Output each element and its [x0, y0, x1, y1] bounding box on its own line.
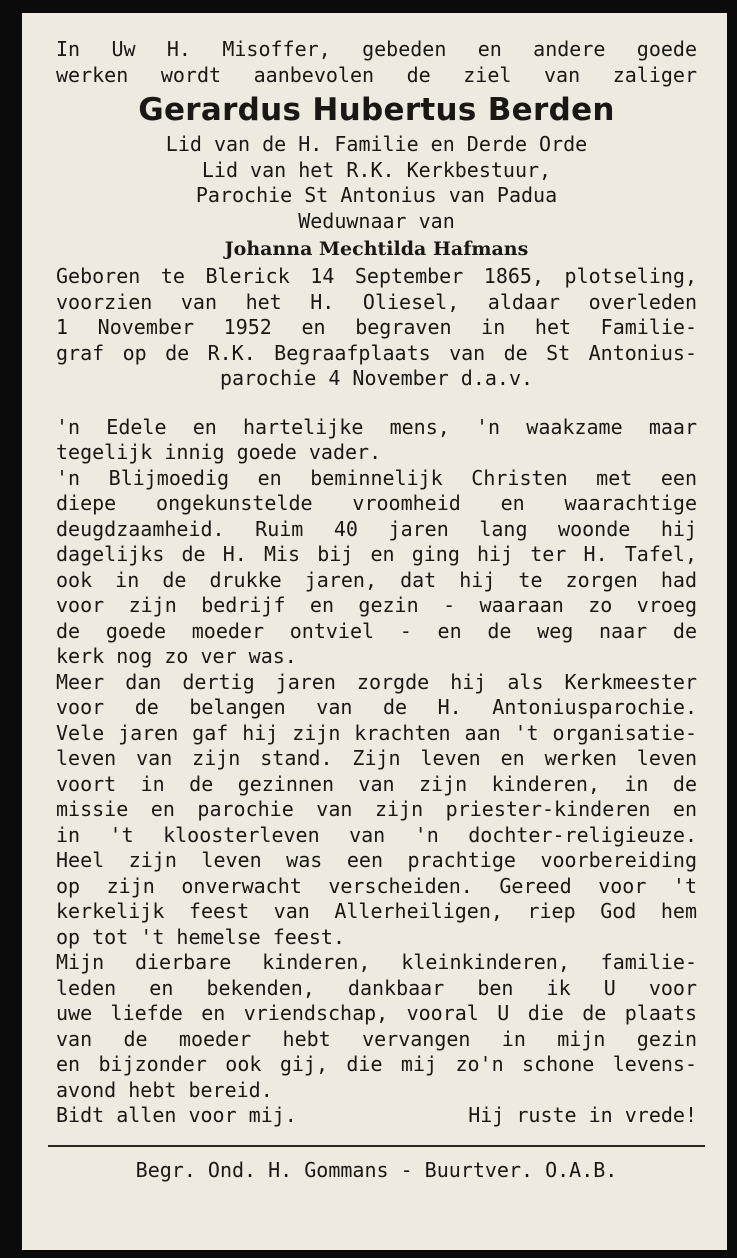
- birth-line: graf op de R.K. Begraafplaats van de St Antonius-: [56, 340, 697, 365]
- body-line: van de moeder hebt vervangen in mijn gezin: [56, 1026, 697, 1051]
- birth-line: Geboren te Blerick 14 September 1865, plotseling,: [56, 264, 697, 288]
- body-line: Vele jaren gaf hij zijn krachten aan 't organisatie-: [56, 720, 697, 745]
- body-line: kerkelijk feest van Allerheiligen, riep God hem: [56, 899, 697, 923]
- role-line: Weduwnaar van: [298, 208, 455, 233]
- spouse-name: Johanna Mechtilda Hafmans: [224, 238, 529, 260]
- closing-right: Hij ruste in vrede!: [468, 1103, 697, 1127]
- body-line: voor de belangen van de H. Antoniusparochie.: [56, 695, 697, 719]
- body-line: Meer dan dertig jaren zorgde hij als Kerkmeester: [56, 669, 697, 694]
- body-line: deugdzaamheid. Ruim 40 jaren lang woonde hij: [56, 516, 697, 541]
- roles: [56, 132, 697, 234]
- body-line: avond hebt bereid.: [56, 1077, 273, 1102]
- intro-line: werken wordt aanbevolen de ziel van zaliger: [56, 62, 697, 87]
- body-line: voort in de gezinnen van zijn kinderen, in de: [56, 771, 697, 796]
- deceased-name: Gerardus Hubertus Berden: [138, 92, 615, 128]
- body-line: Mijn dierbare kinderen, kleinkinderen, familie-: [56, 950, 697, 974]
- body-line: leden en bekenden, dankbaar ben ik U voor: [56, 975, 697, 1000]
- memorial-card: [22, 13, 727, 1250]
- body-line: en bijzonder ook gij, die mij zo'n schone levens-: [56, 1052, 697, 1076]
- birth-line: 1 November 1952 en begraven in het Familie-: [56, 315, 697, 339]
- body-line: tegelijk innig goede vader.: [56, 440, 382, 464]
- intro: [56, 37, 697, 88]
- closing-left: Bidt allen voor mij.: [56, 1103, 297, 1127]
- body-text: [56, 415, 697, 1104]
- spacer: [56, 392, 697, 415]
- role-line: Parochie St Antonius van Padua: [195, 183, 558, 207]
- intro-line: In Uw H. Misoffer, gebeden en andere goede: [56, 37, 697, 61]
- birth-line: parochie 4 November d.a.v.: [219, 366, 534, 390]
- role-line: Lid van het R.K. Kerkbestuur,: [201, 157, 552, 182]
- body-line: ook in de drukke jaren, dat hij te zorgen had: [56, 567, 697, 592]
- body-line: diepe ongekunstelde vroomheid en waarachtige: [56, 491, 697, 515]
- body-line: uwe liefde en vriendschap, vooral U die de plaats: [56, 1001, 697, 1025]
- body-line: op zijn onverwacht verscheiden. Gereed voor 't: [56, 873, 697, 898]
- body-line: Heel zijn leven was een prachtige voorbereiding: [56, 848, 697, 872]
- body-line: op tot 't hemelse feest.: [56, 924, 345, 949]
- closing: [56, 1103, 697, 1129]
- body-line: leven van zijn stand. Zijn leven en werken leven: [56, 746, 697, 770]
- body-line: dagelijks de H. Mis bij en ging hij ter H. Tafel,: [56, 542, 697, 566]
- body-line: missie en parochie van zijn priester-kinderen en: [56, 797, 697, 821]
- role-line: Lid van de H. Familie en Derde Orde: [165, 132, 588, 156]
- birth-line: voorzien van het H. Oliesel, aldaar overleden: [56, 289, 697, 314]
- body-line: kerk nog zo ver was.: [56, 644, 297, 668]
- body-line: in 't kloosterleven van 'n dochter-religieuze.: [56, 822, 697, 847]
- birth-death: [56, 264, 697, 392]
- body-line: 'n Blijmoedig en beminnelijk Christen met een: [56, 465, 697, 490]
- footer: Begr. Ond. H. Gommans - Buurtver. O.A.B.: [135, 1157, 618, 1182]
- body-line: voor zijn bedrijf en gezin - waaraan zo vroeg: [56, 593, 697, 617]
- body-line: de goede moeder ontviel - en de weg naar de: [56, 618, 697, 643]
- body-line: 'n Edele en hartelijke mens, 'n waakzame maar: [56, 414, 697, 439]
